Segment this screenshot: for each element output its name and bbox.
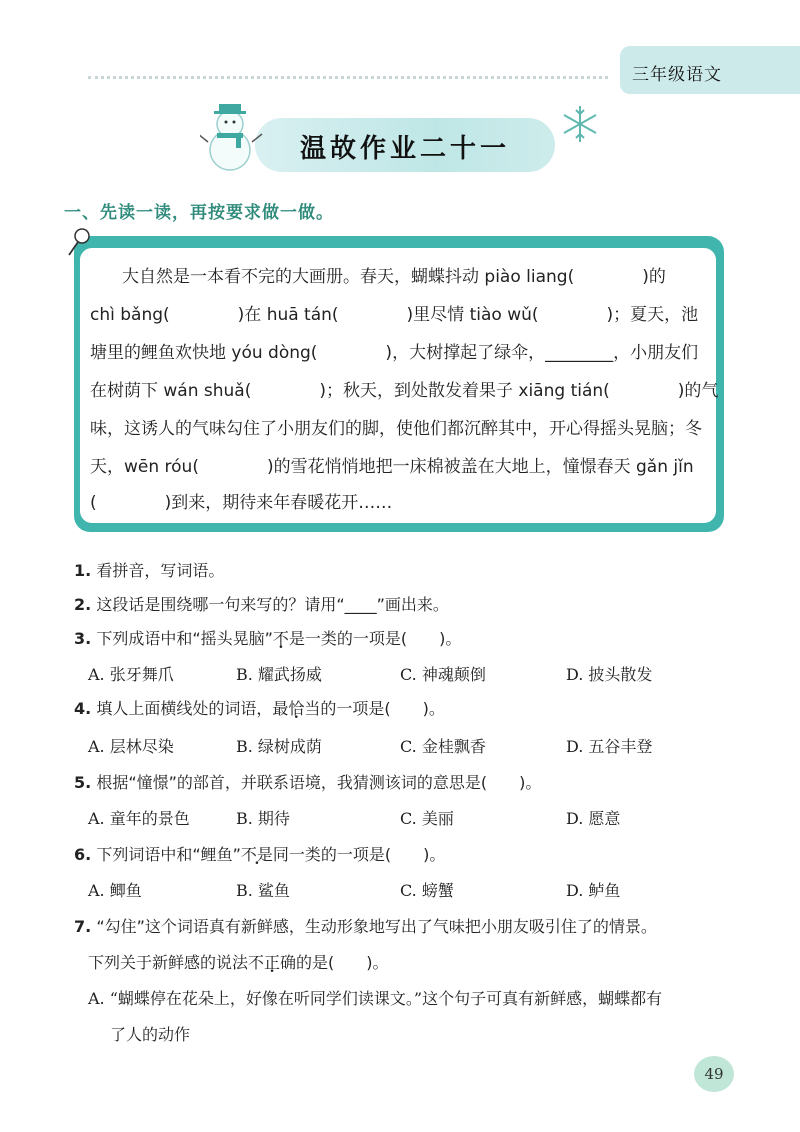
- question-5: [74, 770, 541, 793]
- question-number: 2.: [74, 595, 92, 614]
- option: B. 绿树成荫: [236, 737, 322, 756]
- question-text: 这段话是围绕哪一句来写的？请用“____”画出来。: [96, 595, 449, 614]
- option-continuation: 了人的动作: [110, 1025, 191, 1044]
- question-number: 1.: [74, 561, 92, 580]
- grade-label: 三年级语文: [632, 65, 722, 85]
- question-text: 下列词语中和“鲤鱼”: [96, 845, 241, 864]
- option: C. 神魂颠倒: [400, 665, 486, 684]
- question-text: 看拼音，写词语。: [96, 561, 225, 580]
- snowflake-icon: [560, 104, 600, 144]
- question-text: 的一项是( )。: [320, 699, 445, 718]
- passage-line: chì bǎng( )在 huā tán( )里尽情 tiào wǔ( )；夏天，池: [90, 305, 699, 325]
- option: B. 耀武扬威: [236, 665, 322, 684]
- option: D. 五谷丰登: [566, 737, 653, 756]
- question-1: [74, 558, 224, 581]
- emphasis-mark: 不是: [240, 845, 273, 864]
- page-number: 49: [694, 1056, 734, 1092]
- option: D. 鲈鱼: [566, 881, 621, 900]
- option: A. “蝴蝶停在花朵上，好像在听同学们读课文。”这个句子可真有新鲜感，蝴蝶都有: [88, 989, 663, 1008]
- question-7: [74, 914, 657, 937]
- emphasis-mark: 不正确: [248, 953, 297, 972]
- option: C. 金桂飘香: [400, 737, 486, 756]
- question-3: [74, 626, 461, 649]
- snowman-icon: [200, 98, 264, 174]
- question-text: 下列成语中和“摇头晃脑”: [96, 629, 273, 648]
- question-text: 的是( )。: [296, 953, 389, 972]
- question-number: 6.: [74, 845, 92, 864]
- question-6: [74, 842, 445, 865]
- question-2: [74, 592, 449, 615]
- question-number: 3.: [74, 629, 92, 648]
- page-title: 温故作业二十一: [300, 134, 511, 164]
- option: A. 鲫鱼: [88, 881, 142, 900]
- option: A. 层林尽染: [88, 737, 174, 756]
- option: B. 鲨鱼: [236, 881, 290, 900]
- option: B. 期待: [236, 809, 290, 828]
- question-text: 填人上面横线处的词语，: [96, 699, 273, 718]
- emphasis-mark: 不: [272, 629, 289, 648]
- passage-line: 味，这诱人的气味勾住了小朋友们的脚，使他们都沉醉其中，开心得摇头晃脑；冬: [90, 419, 702, 439]
- option: A. 童年的景色: [88, 809, 190, 828]
- passage-line: ( )到来，期待来年春暖花开……: [90, 493, 393, 513]
- question-4: [74, 696, 445, 719]
- option: C. 美丽: [400, 809, 454, 828]
- question-number: 7.: [74, 917, 92, 936]
- passage-line: 在树荫下 wán shuǎ( )；秋天，到处散发着果子 xiāng tián( )的气: [90, 381, 719, 401]
- question-7-line2: [88, 950, 389, 973]
- question-text: 同一类的一项是( )。: [272, 845, 446, 864]
- question-text: 根据“憧憬”的部首，并联系语境，我猜测该词的意思是( )。: [96, 773, 542, 792]
- emphasis-mark: 最恰当: [272, 699, 321, 718]
- option: D. 愿意: [566, 809, 621, 828]
- passage-line: 大自然是一本看不完的大画册。春天，蝴蝶抖动 piào liang( )的: [122, 267, 666, 287]
- question-number: 4.: [74, 699, 92, 718]
- question-number: 5.: [74, 773, 92, 792]
- header-dotted-rule: [88, 76, 608, 79]
- option: C. 螃蟹: [400, 881, 454, 900]
- question-text: “勾住”这个词语真有新鲜感，生动形象地写出了气味把小朋友吸引住了的情景。: [96, 917, 657, 936]
- question-text: 下列关于新鲜感的说法: [88, 953, 249, 972]
- question-text: 是一类的一项是( )。: [288, 629, 462, 648]
- passage-line: 天，wēn róu( )的雪花悄悄地把一床棉被盖在大地上，憧憬春天 gǎn jǐn: [90, 457, 694, 477]
- passage-line: 塘里的鲤鱼欢快地 yóu dòng( )，大树撑起了绿伞，________，小朋友们: [90, 343, 699, 363]
- pushpin-icon: [66, 228, 92, 258]
- section-heading: 一、先读一读，再按要求做一做。: [64, 203, 334, 223]
- option: A. 张牙舞爪: [88, 665, 174, 684]
- option: D. 披头散发: [566, 665, 653, 684]
